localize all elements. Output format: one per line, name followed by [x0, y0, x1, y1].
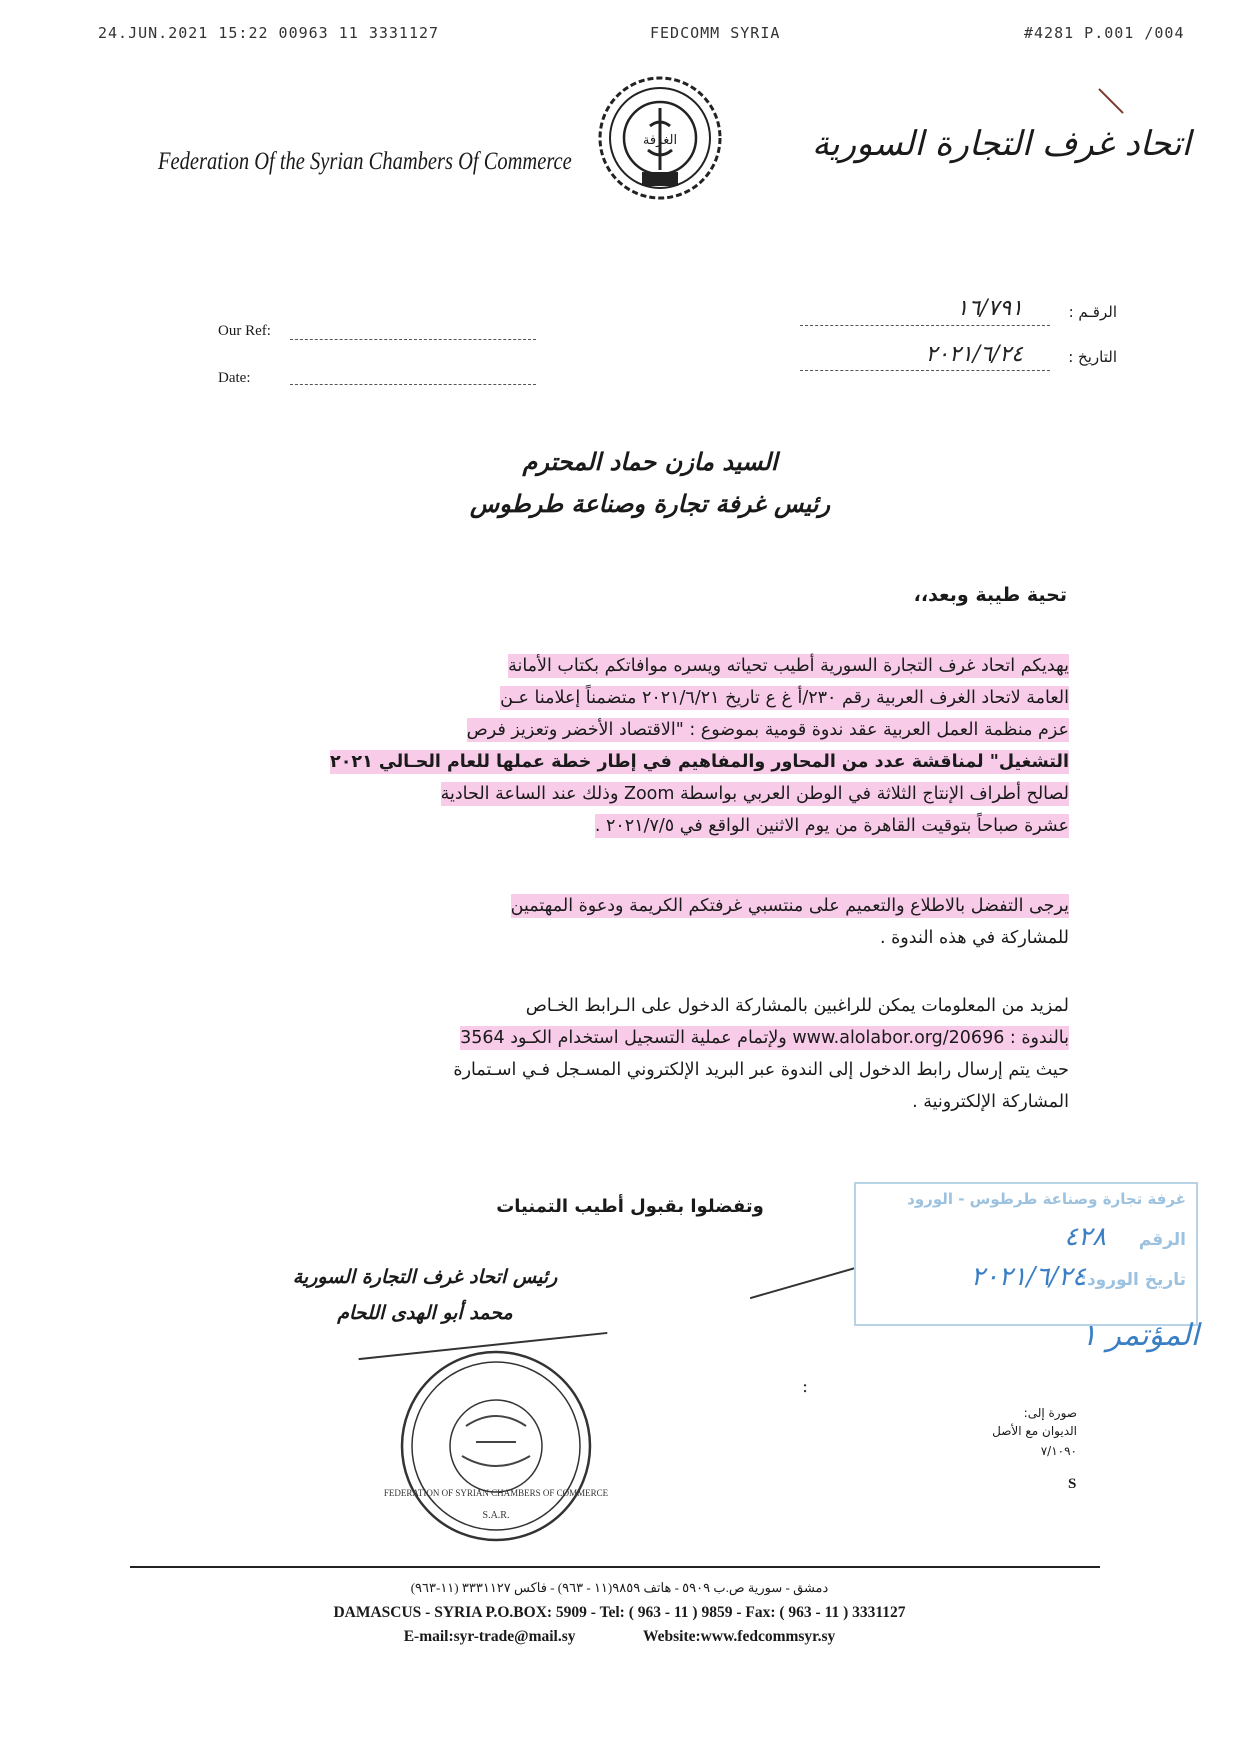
footer-divider — [130, 1566, 1100, 1568]
signatory-title: رئيس اتحاد غرف التجارة السورية — [292, 1266, 558, 1288]
footer-email: E-mail:syr-trade@mail.sy — [403, 1628, 576, 1645]
stamp-date-value: ٢٠٢١/٦/٢٤ — [970, 1262, 1086, 1292]
p3-line-3: حيث يتم إرسال رابط الدخول إلى الندوة عبر البريد الإلكتروني المسـجل فـي اسـتمارة — [453, 1060, 1069, 1080]
footer-website: Website:www.fedcommsyr.sy — [643, 1628, 836, 1645]
signatory-name: محمد أبو الهدى اللحام — [337, 1302, 513, 1324]
incoming-stamp — [854, 1182, 1198, 1326]
p3-line-2 — [169, 1022, 1069, 1054]
copy-to-line-1: الديوان مع الأصل — [992, 1424, 1077, 1438]
federation-logo — [596, 74, 724, 202]
p3-line-1: لمزيد من المعلومات يمكن للراغبين بالمشاركة الدخول على الـرابط الخـاص — [525, 996, 1069, 1016]
addressee-title: رئيس غرفة تجارة وصناعة طرطوس — [469, 490, 831, 518]
logo-arabic-text: الغرفة — [642, 133, 678, 148]
p3-line-4: المشاركة الإلكترونية . — [912, 1092, 1069, 1112]
salutation: تحية طيبة وبعد،، — [913, 584, 1067, 606]
p1-line-2: العامة لاتحاد الغرف العربية رقم ٢٣٠/أ غ ع تاريخ ٢٠٢١/٦/٢١ متضمناً إعلامنا عـن — [500, 688, 1069, 708]
stamp-number-value: ٤٢٨ — [1064, 1222, 1106, 1252]
p2-line-2: للمشاركة في هذه الندوة . — [880, 928, 1069, 948]
seal-sar-text: S.A.R. — [482, 1510, 510, 1521]
fax-page-number: #4281 P.001 /004 — [1024, 24, 1185, 42]
our-ref-line — [290, 339, 536, 340]
arabic-ref-value: ١٦/٧٩١ — [956, 296, 1023, 321]
colon-mark: : — [802, 1376, 809, 1397]
p1-line-3: عزم منظمة العمل العربية عقد ندوة قومية بموضوع : "الاقتصاد الأخضر وتعزيز فرص — [466, 720, 1069, 740]
p1-line-6: عشرة صباحاً بتوقيت القاهرة من يوم الاثنين الواقع في ٢٠٢١/٧/٥ . — [594, 816, 1069, 836]
copy-to-initial: S — [1068, 1476, 1077, 1492]
body-paragraph-2 — [169, 890, 1069, 954]
footer-contact — [0, 1628, 1239, 1646]
org-name-arabic: اتحاد غرف التجارة السورية — [812, 124, 1191, 164]
copy-to-label: صورة إلى: — [1023, 1406, 1077, 1420]
seal-english-text: FEDERATION OF SYRIAN CHAMBERS OF COMMERCE — [383, 1488, 609, 1498]
arabic-date-label: التاريخ : — [1068, 348, 1117, 366]
arabic-date-line — [800, 370, 1050, 371]
stamp-date-label: تاريخ الورود: — [1080, 1270, 1186, 1290]
arabic-ref-line — [800, 325, 1050, 326]
official-seal — [383, 1346, 609, 1546]
registration-link-line: بالندوة : www.alolabor.org/20696 ولإتمام عملية التسجيل استخدام الكـود 3564 — [460, 1028, 1069, 1048]
fax-sender: FEDCOMM SYRIA — [650, 24, 781, 42]
p1-line-4: التشغيل" لمناقشة عدد من المحاور والمفاهيم في إطار خطة عملها للعام الحـالي ٢٠٢١ — [330, 752, 1069, 772]
body-paragraph-1 — [169, 650, 1069, 842]
p2-line-1: يرجى التفضل بالاطلاع والتعميم على منتسبي غرفتكم الكريمة ودعوة المهتمين — [510, 896, 1069, 916]
copy-to-line-2: ٧/١٠٩٠ — [1040, 1444, 1077, 1458]
body-paragraph-3 — [169, 990, 1069, 1118]
date-label: Date: — [218, 370, 251, 386]
footer-arabic-address: دمشق - سورية ص.ب ٥٩٠٩ - هاتف ٩٨٥٩(١١ - ٩٦٣) - فاكس ٣٣٣١١٢٧ (١١-٩٦٣) — [410, 1580, 829, 1595]
our-ref-label: Our Ref: — [218, 323, 271, 339]
addressee-name: السيد مازن حماد المحترم — [522, 448, 778, 476]
date-scribble-mark — [750, 1267, 856, 1299]
stamp-handwritten-note: المؤتمر ١ — [1080, 1318, 1199, 1353]
org-name-english: Federation Of the Syrian Chambers Of Commerce — [158, 148, 572, 175]
p1-line-1: يهديكم اتحاد غرف التجارة السورية أطيب تحياته ويسره موافاتكم بكتاب الأمانة — [508, 656, 1069, 676]
p1-line-5: لصالح أطراف الإنتاج الثلاثة في الوطن العربي بواسطة Zoom وذلك عند الساعة الحادية — [440, 784, 1069, 804]
arabic-ref-label: الرقـم : — [1068, 303, 1117, 321]
pen-stroke-mark — [1098, 88, 1123, 113]
closing-line: وتفضلوا بقبول أطيب التمنيات — [496, 1196, 764, 1217]
date-line — [290, 384, 536, 385]
fax-timestamp: 24.JUN.2021 15:22 00963 11 3331127 — [98, 24, 440, 42]
footer-english-address: DAMASCUS - SYRIA P.O.BOX: 5909 - Tel: ( 963 - 11 ) 9859 - Fax: ( 963 - 11 ) 3331127 — [333, 1604, 906, 1621]
arabic-date-value: ٢٠٢١/٦/٢٤ — [925, 342, 1023, 367]
stamp-title: غرفة تجارة وصناعة طرطوس - الورود — [907, 1190, 1186, 1208]
stamp-number-label: الرقم — [1138, 1230, 1186, 1250]
